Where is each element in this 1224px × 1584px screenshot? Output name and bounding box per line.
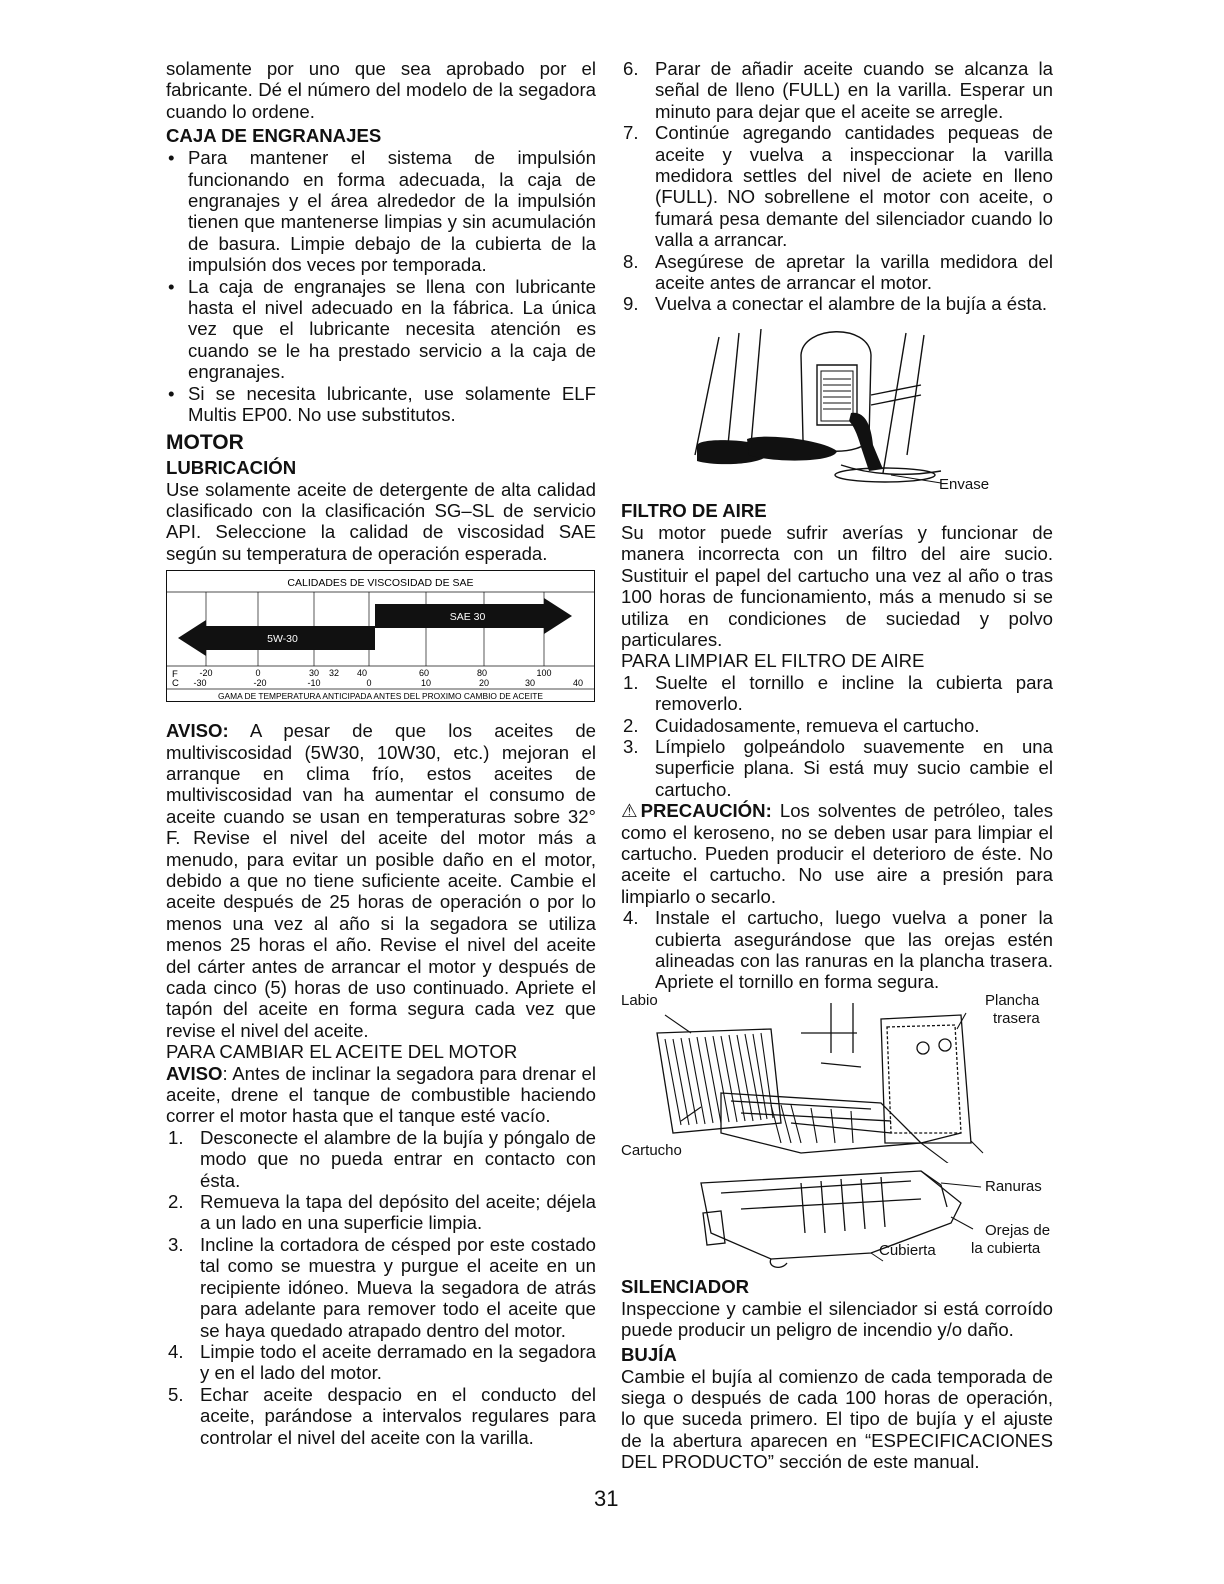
- step-text: Parar de añadir aceite cuando se alcanza la señal de lleno (FULL) en la varilla. Esperar un minuto para dejar que el aceite se arregle.: [655, 58, 1053, 122]
- motor-heading: MOTOR: [166, 430, 244, 454]
- step-number: 2.: [623, 714, 639, 736]
- aviso1-text: A pesar de que los aceites de multiviscosidad (5W30, 10W30, etc.) mejoran el arranque en clima frío, estos aceites de multiviscosidad van ha aumentar el consumo de aceite cuando se usan en temperaturas sobre 32° F. Revise el nivel del aceite del motor más a menudo, para evitar un posible daño en el motor, debido a que no tiene suficiente aceite. Cambie el aceite después de 25 horas de operación o por lo menos una vez al año si la segadora se utiliza menos 25 horas el año. Revise el nivel del aceite del cárter antes de arrancar el motor y después de cada cinco (5) horas de uso continuado. Apriete el tapón del aceite en forma segura cada vez que revise el nivel del aceite.: [166, 720, 596, 1041]
- aviso1-paragraph: [166, 720, 596, 1041]
- step-text: Límpielo golpeándolo suavemente en una superficie plana. Si está muy sucio cambie el cartucho.: [655, 735, 1053, 800]
- step-number: 3.: [623, 735, 639, 757]
- list-item: • Para mantener el sistema de impulsión funcionando en forma adecuada, la caja de engranajes y el área alrededor de la impulsión tienen que mantenerse limpias y sin acumulación de basura. Limpie debajo de la cubierta de la impulsión dos veces por temporada.: [166, 147, 596, 275]
- change-oil-heading: PARA CAMBIAR EL ACEITE DEL MOTOR: [166, 1041, 518, 1063]
- list-item: [166, 1234, 596, 1341]
- list-item: [166, 1341, 596, 1384]
- oil-change-steps: [166, 1127, 596, 1448]
- step-text: Continúe agregando cantidades pequeas de aceite y vuelva a inspeccionar la varilla medidora settles del nivel de aciete en lleno (FULL). NO sobrellene el motor con aceite, o fumará pesa demante del silenciador cuando lo valla a arrancar.: [655, 122, 1053, 251]
- air-filter-illustration: [621, 993, 1053, 1163]
- cartridge-label: Cartucho: [621, 1141, 682, 1159]
- cover-tabs-label-2: la cubierta: [971, 1239, 1041, 1257]
- step-number: 5.: [168, 1383, 184, 1405]
- chart-tick-f: -20: [199, 668, 213, 679]
- chart-tick-c: 20: [478, 678, 490, 689]
- aviso2-text: : Antes de inclinar la segadora para drenar el aceite, drene el tanque de combustible haciendo correr el motor hasta que el tanque esté vacío.: [166, 1062, 596, 1127]
- muffler-text: Inspeccione y cambie el silenciador si está corroído puede producir un peligro de incendio y/o daño.: [621, 1297, 1053, 1341]
- gearbox-bullets: [166, 147, 596, 425]
- chart-tick-c: -30: [193, 678, 207, 689]
- caution-label: PRECAUCIÓN:: [640, 800, 772, 822]
- chart-tick-f: 32: [328, 668, 340, 679]
- list-item: [621, 122, 1053, 250]
- left-column: [166, 58, 596, 1448]
- list-item: [621, 672, 1053, 715]
- step-number: 2.: [168, 1191, 184, 1213]
- slots-label: Ranuras: [985, 1177, 1042, 1195]
- chart-tick-f: 80: [476, 668, 488, 679]
- step-number: 3.: [168, 1233, 184, 1255]
- warning-icon: ⚠: [621, 800, 641, 822]
- aviso2-paragraph: [166, 1063, 596, 1127]
- step-text: Instale el cartucho, luego vuelva a poner la cubierta asegurándose que las orejas estén alineadas con las ranuras en la plancha trasera. Apriete el tornillo en forma segura.: [655, 907, 1053, 993]
- chart-tick-c: -20: [253, 678, 267, 689]
- step-text: Cuidadosamente, remueva el cartucho.: [655, 714, 980, 736]
- list-item: • La caja de engranajes se llena con lubricante hasta el nivel adecuado en la fábrica. La única vez que el lubricante necesita atención es cuando se le ha prestado servicio a la caja de engranajes.: [166, 276, 596, 383]
- step-text: Remueva la tapa del depósito del aceite; déjela a un lado en una superficie limpia.: [200, 1191, 596, 1234]
- step-text: Limpie todo el aceite derramado en la segadora y en el lado del motor.: [200, 1340, 596, 1384]
- step-number: 1.: [168, 1126, 184, 1148]
- step-text: Suelte el tornillo e incline la cubierta para removerlo.: [655, 671, 1053, 715]
- chart-tick-c: 30: [524, 678, 536, 689]
- list-item: [166, 1191, 596, 1234]
- aviso2-label: AVISO: [166, 1062, 223, 1084]
- chart-c-row-label: C: [172, 678, 179, 690]
- chart-f-row-label: F: [172, 669, 178, 681]
- step-text: Asegúrese de apretar la varilla medidora del aceite antes de arrancar el motor.: [655, 250, 1053, 294]
- back-plate-label-2: trasera: [993, 1009, 1040, 1027]
- list-item: [166, 1127, 596, 1191]
- viscosity-chart-svg: [166, 570, 595, 702]
- chart-ticks: [172, 668, 583, 689]
- lubrication-heading: LUBRICACIÓN: [166, 456, 297, 478]
- step-number: 8.: [623, 250, 639, 272]
- chart-bar-label: 5W-30: [267, 633, 298, 646]
- chart-title: CALIDADES DE VISCOSIDAD DE SAE: [287, 577, 474, 590]
- chart-tick-c: -10: [307, 678, 321, 689]
- chart-footer: GAMA DE TEMPERATURA ANTICIPADA ANTES DEL PROXIMO CAMBIO DE ACEITE: [218, 691, 543, 702]
- list-item: [621, 293, 1053, 314]
- chart-tick-f: 60: [418, 668, 430, 679]
- clean-filter-heading: PARA LIMPIAR EL FILTRO DE AIRE: [621, 650, 925, 672]
- step-number: 9.: [623, 293, 639, 315]
- chart-tick-f: 40: [356, 668, 368, 679]
- chart-bar-label: SAE 30: [449, 611, 486, 624]
- filter-steps: [621, 672, 1053, 800]
- caution-text: Los solventes de petróleo, tales como el keroseno, no se deben usar para limpiar el cartucho. Pueden producir el deterioro de éste. No aceite el cartucho. No use aire a presión para limpiarlo o secarlo.: [621, 800, 1053, 907]
- step-number: 7.: [623, 122, 639, 144]
- step-number: 4.: [623, 907, 639, 929]
- list-item: [621, 58, 1053, 122]
- air-filter-figure: [621, 993, 1053, 1163]
- container-label: Envase: [939, 475, 990, 493]
- caution-paragraph: [621, 800, 1053, 907]
- list-item: [621, 736, 1053, 800]
- oil-drain-illustration: [621, 315, 1053, 498]
- aviso1-label: AVISO:: [166, 720, 229, 742]
- step-text: Desconecte el alambre de la bujía y póngalo de modo que no pueda entrar en contacto con ésta.: [200, 1126, 596, 1191]
- spark-plug-text: Cambie el bujía al comienzo de cada temporada de siega o después de cada 100 horas de operación, lo que suceda primero. El tipo de bujía y el ajuste de la abertura aparecen en “ESPECIFICACIONES DEL PRODUCTO” sección de este manual.: [621, 1365, 1053, 1473]
- viscosity-chart: [166, 570, 595, 702]
- list-item: [621, 715, 1053, 736]
- air-filter-figure-lower: [621, 1163, 1053, 1273]
- chart-tick-f: 30: [308, 668, 320, 679]
- cover-label: Cubierta: [879, 1241, 936, 1259]
- air-filter-text: Su motor puede sufrir averías y funcionar de manera incorrecta con un filtro del aire sucio. Sustituir el papel del cartucho una vez al año o tras 100 horas de funcionamiento, más a menudo si se utiliza en condiciones de suciedad y polvo particulares.: [621, 521, 1053, 650]
- cover-tabs-label: Orejas de: [985, 1221, 1051, 1239]
- chart-tick-c: 0: [366, 678, 372, 689]
- page-number: 31: [594, 1486, 619, 1511]
- step-number: 4.: [168, 1340, 184, 1362]
- step-text: Vuelva a conectar el alambre de la bujía a ésta.: [655, 293, 1048, 315]
- back-plate-label: Plancha: [985, 991, 1040, 1009]
- air-filter-heading: FILTRO DE AIRE: [621, 499, 767, 521]
- right-column: [621, 58, 1053, 1473]
- muffler-heading: SILENCIADOR: [621, 1275, 750, 1297]
- list-item: • Si se necesita lubricante, use solamente ELF Multis EP00. No use substitutos.: [166, 383, 596, 426]
- filter-steps-continued: [621, 907, 1053, 993]
- chart-tick-c: 10: [420, 678, 432, 689]
- chart-bars: [178, 598, 572, 656]
- lip-label: Labio: [621, 991, 658, 1009]
- chart-tick-f: 100: [536, 668, 552, 679]
- chart-tick-c: 40: [572, 678, 584, 689]
- oil-change-steps-continued: [621, 58, 1053, 315]
- gearbox-heading: CAJA DE ENGRANAJES: [166, 125, 382, 147]
- step-number: 6.: [623, 58, 639, 79]
- lubrication-text: Use solamente aceite de detergente de alta calidad clasificado con la clasificación SG–SL de servicio API. Seleccione la calidad de viscosidad SAE según su temperatura de operación esperada.: [166, 478, 596, 564]
- step-number: 1.: [623, 671, 639, 693]
- list-item: [166, 1384, 596, 1448]
- list-item: [621, 251, 1053, 294]
- spark-plug-heading: BUJÍA: [621, 1343, 677, 1365]
- list-item: [621, 907, 1053, 993]
- intro-text: solamente por uno que sea aprobado por el fabricante. Dé el número del modelo de la segadora cuando lo ordene.: [166, 58, 596, 122]
- step-text: Echar aceite despacio en el conducto del aceite, parándose a intervalos regulares para controlar el nivel del aceite con la varilla.: [200, 1383, 596, 1448]
- step-text: Incline la cortadora de césped por este costado tal como se muestra y purgue el aceite en un recipiente idóneo. Mueva la segadora de atrás para adelante para remover todo el aceite que se haya quedado atrapado dentro del motor.: [200, 1233, 596, 1341]
- chart-tick-f: 0: [255, 668, 261, 679]
- oil-drain-figure: [621, 315, 1053, 498]
